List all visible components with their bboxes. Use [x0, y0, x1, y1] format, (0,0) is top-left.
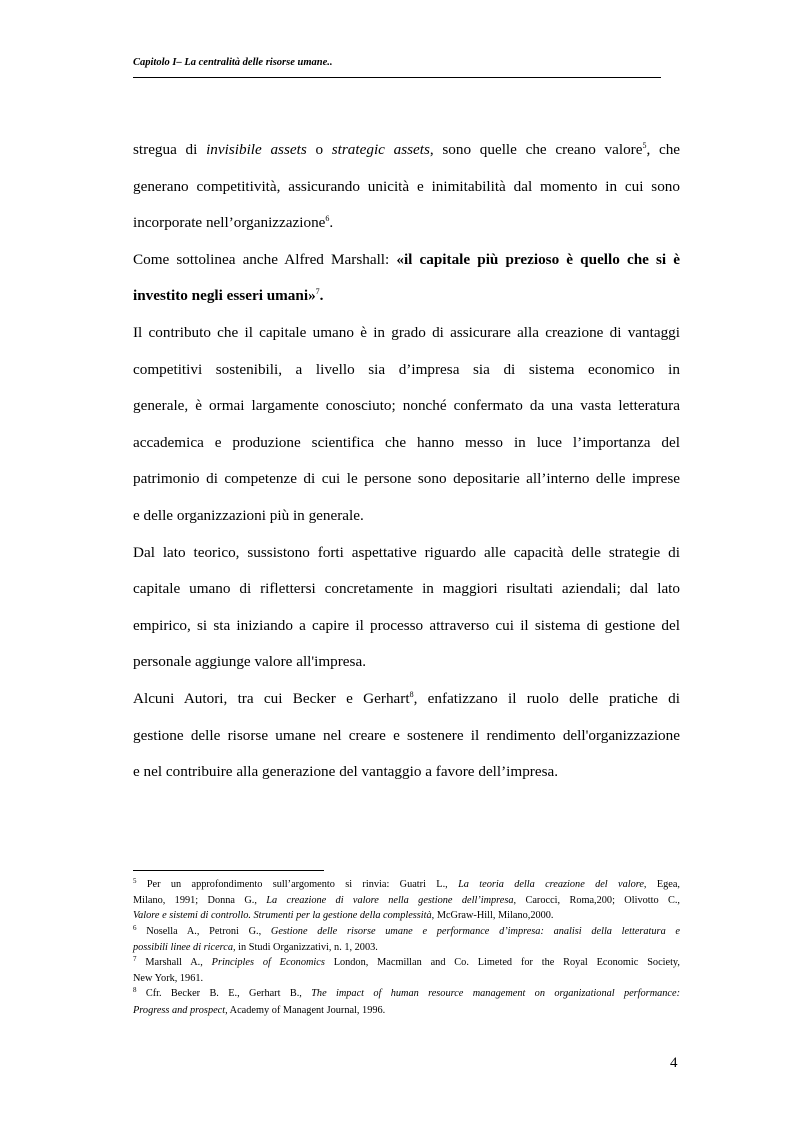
- footnote-line: $^6$ Nosella A., Petroni G., Gestione delle risorse umane e performance d’impresa: analisi della letteratura e: [133, 923, 681, 937]
- body-text: [133, 132, 680, 791]
- text-line: gestione delle risorse umane nel creare e sostenere il rendimento dell'organizzazione: [133, 726, 680, 744]
- paragraph-4: [133, 535, 680, 681]
- header-divider: [133, 77, 661, 78]
- footnote-line: Valore e sistemi di controllo. Strumenti per la gestione della complessità, McGraw-Hill, Milano,2000.: [133, 910, 554, 922]
- text-line: empirico, si sta iniziando a capire il processo attraverso cui il sistema di gestione del: [133, 616, 680, 634]
- text-line: personale aggiunge valore all'impresa.: [133, 653, 366, 671]
- text-line: patrimonio di competenze di cui le persone sono depositarie all’interno delle imprese: [133, 470, 680, 488]
- footnote-6: [133, 924, 680, 955]
- footnote-number: 5: [133, 877, 137, 885]
- footnote-line: possibili linee di ricerca, in Studi Organizzativi, n. 1, 2003.: [133, 941, 378, 953]
- running-header: Capitolo I– La centralità delle risorse umane..: [133, 57, 333, 68]
- footnote-line: Milano, 1991; Donna G., La creazione di valore nella gestione dell’impresa, Carocci, Roma,200; Olivotto C.,: [133, 895, 681, 907]
- paragraph-2: [133, 242, 680, 315]
- text-line: Alcuni Autori, tra cui Becker e Gerhart$^8$, enfatizzano il ruolo delle pratiche di: [133, 689, 680, 707]
- text-line: generale, è ormai largamente conosciuto; nonché confermato da una vasta letteratura: [133, 397, 680, 415]
- footnote-ref-8[interactable]: 8: [409, 689, 414, 699]
- paragraph-1: [133, 132, 680, 242]
- footnote-7: [133, 955, 680, 986]
- text-line: incorporate nell’organizzazione$^6$.: [133, 214, 334, 232]
- text-line: Dal lato teorico, sussistono forti aspettative riguardo alle capacità delle strategie di: [133, 543, 680, 561]
- text-line: stregua di invisibile assets o strategic assets, sono quelle che creano valore$^5$, che: [133, 141, 681, 158]
- footnotes: [133, 877, 680, 1018]
- footnote-line: $^5$ Per un approfondimento sull’argomento si rinvia: Guatri L., La teoria della creazione del valore, Egea,: [133, 877, 680, 890]
- footnote-divider: [133, 870, 324, 871]
- paragraph-5: [133, 681, 680, 791]
- footnote-ref-5[interactable]: 5: [642, 141, 647, 150]
- footnote-line: Progress and prospect, Academy of Managent Journal, 1996.: [133, 1004, 386, 1016]
- page-number: 4: [670, 1055, 678, 1071]
- text-line: e delle organizzazioni più in generale.: [133, 506, 364, 524]
- footnote-ref-6[interactable]: 6: [325, 214, 330, 224]
- footnote-8: [133, 986, 680, 1017]
- text-line: competitivi sostenibili, a livello sia d’impresa sia di sistema economico in: [133, 360, 680, 378]
- footnote-line: New York, 1961.: [133, 973, 204, 985]
- footnote-line: $^7$ Marshall A., Principles of Economics London, Macmillan and Co. Limeted for the Royal Economic Society,: [133, 955, 680, 969]
- footnote-number: 6: [133, 923, 137, 932]
- footnote-5: [133, 877, 680, 924]
- paragraph-3: [133, 315, 680, 535]
- text-line: e nel contribuire alla generazione del vantaggio a favore dell’impresa.: [133, 763, 559, 781]
- footnote-number: 8: [133, 986, 137, 995]
- text-line: Il contributo che il capitale umano è in grado di assicurare alla creazione di vantaggi: [133, 323, 680, 341]
- footnote-ref-7[interactable]: 7: [315, 287, 320, 297]
- text-line: Come sottolinea anche Alfred Marshall: «il capitale più prezioso è quello che si è: [133, 250, 680, 268]
- footnote-number: 7: [133, 955, 137, 964]
- text-line: investito negli esseri umani»$^7$.: [133, 287, 324, 305]
- text-line: accademica e produzione scientifica che hanno messo in luce l’importanza del: [133, 433, 680, 451]
- text-line: generano competitività, assicurando unicità e inimitabilità dal momento in cui sono: [133, 177, 680, 195]
- text-line: capitale umano di riflettersi concretamente in maggiori risultati aziendali; dal lato: [133, 580, 680, 598]
- footnote-line: $^8$ Cfr. Becker B. E., Gerhart B., The impact of human resource management on organizational performance:: [133, 986, 680, 1000]
